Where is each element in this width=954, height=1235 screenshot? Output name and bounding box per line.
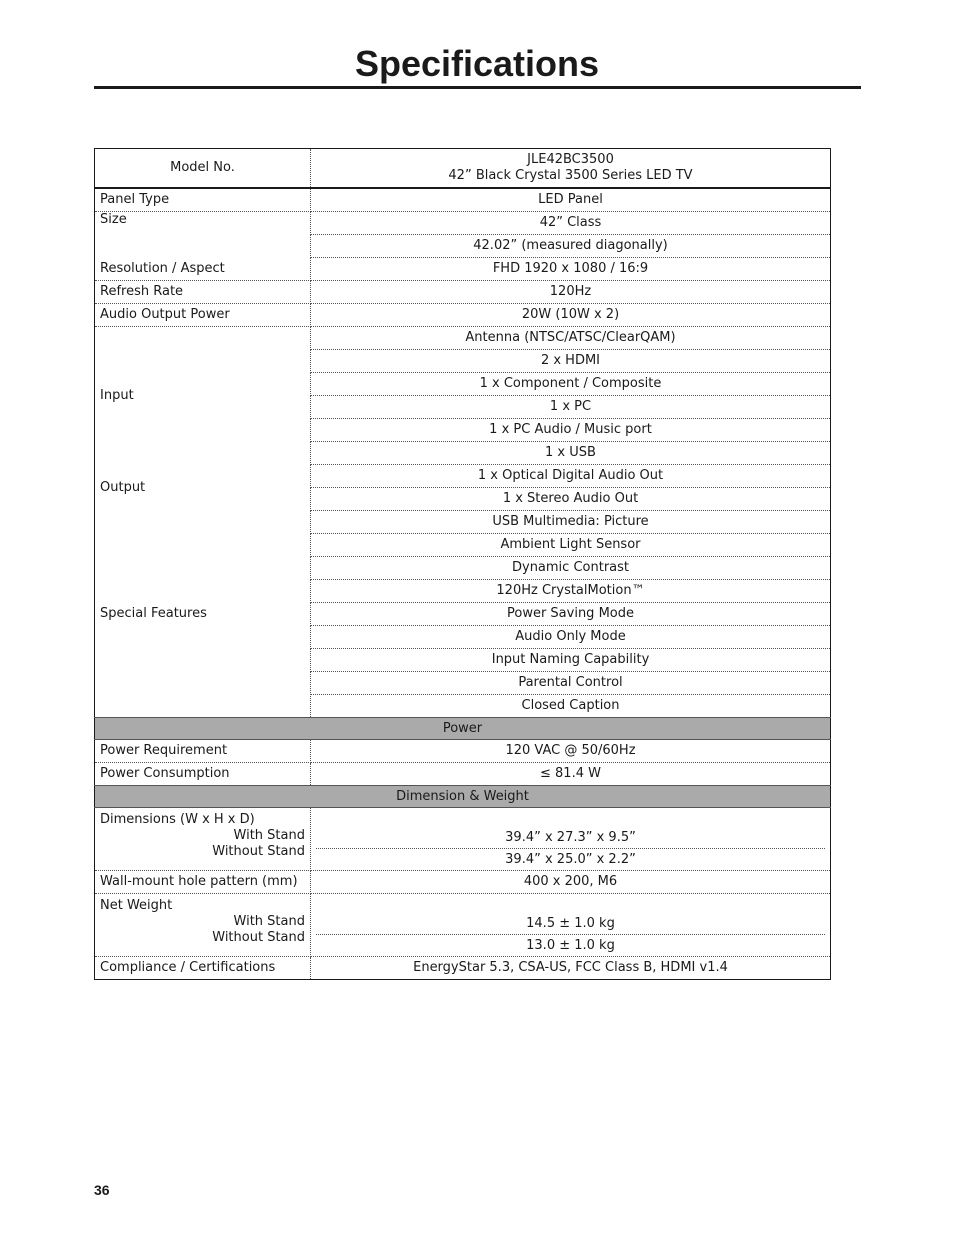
spec-value: Parental Control [311,672,831,695]
table-row [95,304,831,327]
spec-value: 120Hz CrystalMotion™ [311,580,831,603]
net-weight-row-label: Net Weight [100,898,173,913]
spec-value: 1 x PC [311,396,831,419]
dimensions-row-values [311,808,831,871]
table-row [95,465,831,488]
net-weight-row-value-stack [316,913,825,956]
spec-value: 1 x PC Audio / Music port [311,419,831,442]
spec-label: Input [95,327,311,465]
with-stand-value: 39.4” x 27.3” x 9.5” [316,827,825,849]
net-weight-row-values [311,894,831,957]
spec-label: Refresh Rate [95,281,311,304]
spec-value: LED Panel [311,188,831,212]
spec-value: 20W (10W x 2) [311,304,831,327]
dimensions-row-value-stack [316,827,825,870]
table-row [95,281,831,304]
with-stand-label: With Stand [233,914,305,929]
net-weight-row-label-cell [95,894,311,957]
spec-label: Resolution / Aspect [95,258,311,281]
power-section-label: Power [95,718,831,740]
model-cell [311,149,831,189]
spec-value: 1 x Optical Digital Audio Out [311,465,831,488]
spec-value: FHD 1920 x 1080 / 16:9 [311,258,831,281]
page-number: 36 [94,1182,110,1198]
power-consumption-row [95,763,831,786]
compliance-row-label: Compliance / Certifications [95,957,311,980]
spec-label: Output [95,465,311,511]
power-requirement-row-value: 120 VAC @ 50/60Hz [311,740,831,763]
power-requirement-row [95,740,831,763]
spec-value: Input Naming Capability [311,649,831,672]
power-section [95,718,831,740]
dimension-section-label: Dimension & Weight [95,786,831,808]
spec-value: Dynamic Contrast [311,557,831,580]
compliance-row-value: EnergyStar 5.3, CSA-US, FCC Class B, HDMI v1.4 [311,957,831,980]
dimensions-row [95,808,831,871]
net-weight-row [95,894,831,957]
spec-value: 42” Class [311,212,831,235]
without-stand-value: 39.4” x 25.0” x 2.2” [505,852,636,867]
wall-mount-row [95,871,831,894]
spec-label: Size [95,212,311,258]
page-title: Specifications [354,43,600,84]
spec-value: Closed Caption [311,695,831,718]
table-row [95,212,831,235]
model-description: 42” Black Crystal 3500 Series LED TV [448,168,693,183]
spec-label: Special Features [95,511,311,718]
without-stand-label: Without Stand [212,930,305,945]
wall-mount-row-value: 400 x 200, M6 [311,871,831,894]
spec-label: Audio Output Power [95,304,311,327]
spec-value: Power Saving Mode [311,603,831,626]
specifications-table [94,148,831,980]
with-stand-value: 14.5 ± 1.0 kg [316,913,825,935]
with-stand-label: With Stand [233,828,305,843]
power-consumption-row-label: Power Consumption [95,763,311,786]
power-consumption-row-value: ≤ 81.4 W [311,763,831,786]
spec-value: Antenna (NTSC/ATSC/ClearQAM) [311,327,831,350]
spec-value: Ambient Light Sensor [311,534,831,557]
spec-value: 42.02” (measured diagonally) [311,235,831,258]
table-row [95,511,831,534]
spec-value: 1 x Stereo Audio Out [311,488,831,511]
spec-value: Audio Only Mode [311,626,831,649]
model-no-label: Model No. [95,149,311,189]
power-requirement-row-label: Power Requirement [95,740,311,763]
spec-value: 1 x USB [311,442,831,465]
table-row [95,188,831,212]
compliance-row [95,957,831,980]
table-row [95,258,831,281]
wall-mount-row-label: Wall-mount hole pattern (mm) [95,871,311,894]
model-number: JLE42BC3500 [527,152,614,167]
spec-value: USB Multimedia: Picture [311,511,831,534]
spec-value: 120Hz [311,281,831,304]
dimensions-row-label-cell [95,808,311,871]
without-stand-value: 13.0 ± 1.0 kg [526,938,615,953]
spec-table-body [95,149,831,980]
table-row [95,327,831,350]
table-header-row [95,149,831,189]
without-stand-label: Without Stand [212,844,305,859]
dimensions-row-label: Dimensions (W x H x D) [100,812,255,827]
dimension-section [95,786,831,808]
spec-value: 2 x HDMI [311,350,831,373]
spec-label: Panel Type [95,188,311,212]
title-rule [94,86,861,89]
spec-value: 1 x Component / Composite [311,373,831,396]
